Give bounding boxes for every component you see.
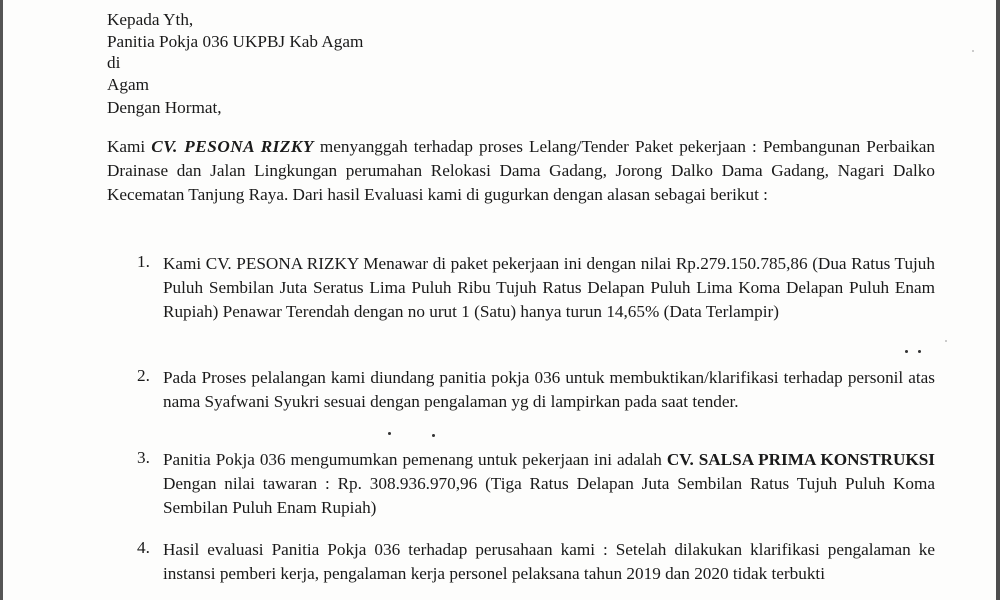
item-3-text-pre: Panitia Pokja 036 mengumumkan pemenang untuk pekerjaan ini adalah xyxy=(163,450,667,469)
list-item-number: 2. xyxy=(137,366,150,385)
scan-speck xyxy=(388,432,391,435)
salutation: Dengan Hormat, xyxy=(107,98,222,117)
recipient-line-kepada: Kepada Yth, xyxy=(107,10,194,29)
intro-body: menyanggah terhadap proses Lelang/Tender Paket pekerjaan : Pembangunan Perbaikan Drainase dan Jalan Lingkungan perumahan Relokasi Dama Gadang, Jorong Dalko Dama Gadang, Nagari Dalko Kecematan Tanjung Raya. Dari hasil Evaluasi kami di gugurkan dengan alasan sebagai berikut : xyxy=(107,137,936,205)
list-item-number: 1. xyxy=(137,252,150,271)
scan-speck xyxy=(432,434,435,437)
recipient-line-panitia: Panitia Pokja 036 UKPBJ Kab Agam xyxy=(107,31,364,51)
scan-speck xyxy=(972,50,974,52)
intro-paragraph xyxy=(107,135,935,208)
list-item-text: Hasil evaluasi Panitia Pokja 036 terhadap perusahaan kami : Setelah dilakukan klarifikasi pengalaman ke instansi pemberi kerja, pengalaman kerja personel pelaksana tahun 2019 dan 2020 tidak terbukti xyxy=(163,540,935,584)
recipient-line-di: di xyxy=(107,53,121,73)
list-item-text: Pada Proses pelalangan kami diundang panitia pokja 036 untuk membuktikan/klarifikasi terhadap personil atas nama Syafwani Syukri sesuai dengan pengalaman yg di lampirkan pada saat tender. xyxy=(163,368,935,412)
scan-speck xyxy=(918,350,921,353)
winner-company: CV. SALSA PRIMA KONSTRUKSI xyxy=(666,450,935,469)
list-item-text xyxy=(163,448,935,521)
intro-prefix: Kami xyxy=(107,137,152,156)
scan-edge-right xyxy=(996,0,1000,600)
scan-edge-left xyxy=(0,0,3,600)
recipient-block xyxy=(107,9,363,95)
list-item-text: Kami CV. PESONA RIZKY Menawar di paket pekerjaan ini dengan nilai Rp.279.150.785,86 (Dua Ratus Tujuh Puluh Sembilan Juta Seratus Lima Puluh Ribu Tujuh Ratus Delapan Puluh Lima Koma Delapan Puluh Enam Rupiah) Penawar Terendah dengan no urut 1 (Satu) hanya turun 14,65% (Data Terlampir) xyxy=(163,254,935,322)
scan-speck xyxy=(945,340,947,342)
list-item-number: 3. xyxy=(137,448,150,467)
list-item-number: 4. xyxy=(137,538,150,557)
recipient-line-location: Agam xyxy=(107,74,150,94)
item-3-text-post: Dengan nilai tawaran : Rp. 308.936.970,96 (Tiga Ratus Delapan Juta Sembilan Ratus Tujuh Puluh Koma Sembilan Puluh Enam Rupiah) xyxy=(163,474,935,518)
scan-speck xyxy=(905,350,908,353)
company-name: CV. PESONA RIZKY xyxy=(151,137,314,156)
